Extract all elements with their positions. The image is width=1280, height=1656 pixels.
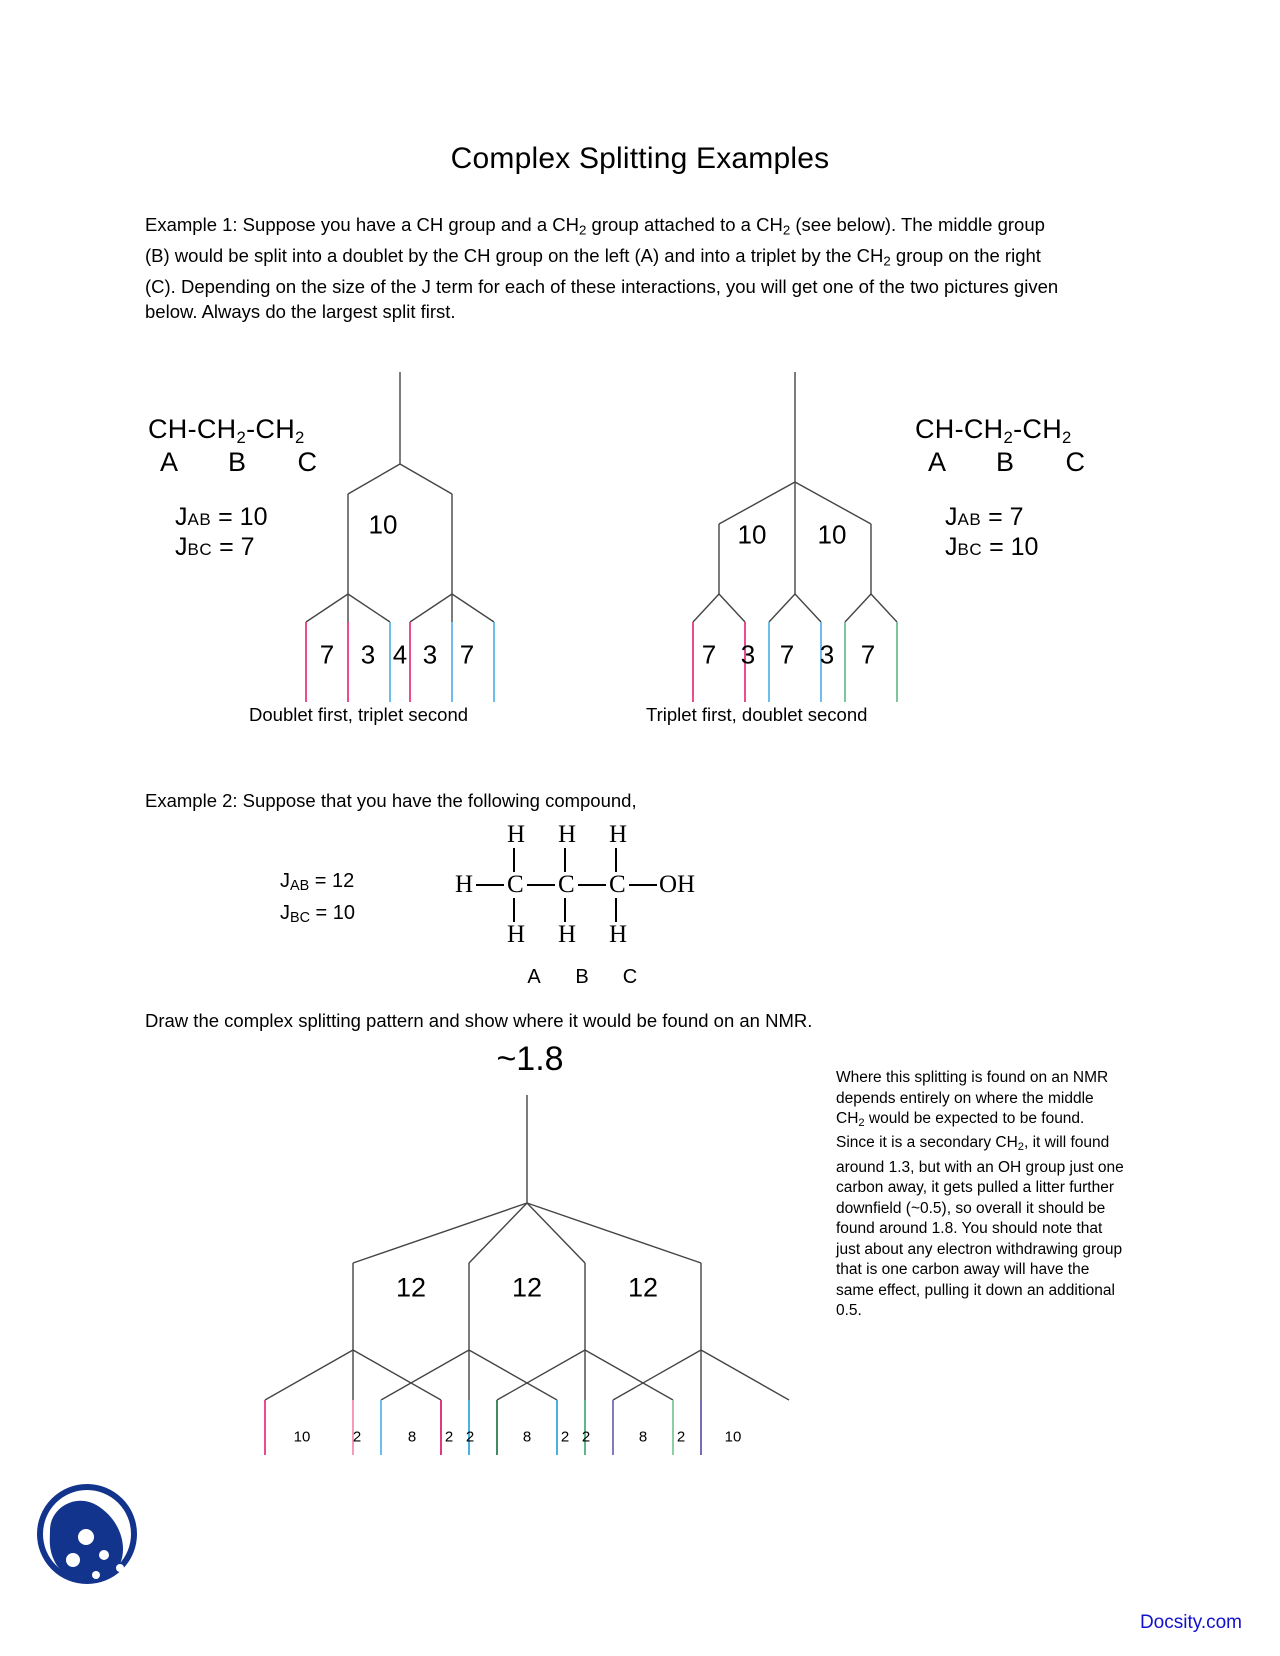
structure-abc-b: B: [575, 966, 589, 988]
bond-h-2: [578, 884, 606, 886]
bottom-tree-leaf-value-10: 10: [724, 1428, 742, 1446]
right-jbc-label: JBC = 10: [945, 533, 1039, 561]
structure-abc-a: A: [527, 966, 541, 988]
structure-bottom-h-0: H: [507, 921, 526, 948]
page-title: Complex Splitting Examples: [450, 142, 830, 175]
right-tree-second-split-value-2: 7: [779, 639, 795, 670]
right-tree-second-split-value-4: 7: [860, 639, 876, 670]
right-tree-first-split-value-1: 10: [817, 519, 847, 550]
bottom-tree-leaf-value-7: 2: [581, 1428, 591, 1446]
docsity-logo: [28, 1472, 146, 1590]
docsity-brand: Docsity.com: [1139, 1612, 1242, 1633]
structure-chain-4: OH: [659, 871, 696, 898]
draw-prompt: Draw the complex splitting pattern and show where it would be found on an NMR.: [145, 1010, 813, 1031]
structure-top-h-0: H: [507, 821, 526, 848]
right-abc-label: A B C: [928, 447, 1108, 477]
right-tree-first-split-value-0: 10: [737, 519, 767, 550]
left-tree-second-split-value-4: 7: [459, 639, 475, 670]
structure-chain-2: C: [558, 871, 575, 898]
bottom-tree-first-split-value-0: 12: [395, 1272, 427, 1303]
left-abc-label: A B C: [160, 447, 340, 477]
structure-abc-c: C: [622, 966, 638, 988]
left-jbc-label: JBC = 7: [175, 533, 255, 561]
bond-top-1: [564, 848, 566, 872]
compound-structure: [455, 820, 715, 950]
left-formula: $CH-CH_2-CH_2$: [148, 414, 305, 448]
left-tree-first-split-value-0: 10: [368, 509, 398, 540]
bond-h-1: [527, 884, 555, 886]
structure-top-h-1: H: [558, 821, 577, 848]
bottom-tree-leaf-value-2: 8: [407, 1428, 417, 1446]
left-tree-second-split-value-2: 4: [392, 639, 408, 670]
bottom-tree-first-split-value-2: 12: [627, 1272, 659, 1303]
bottom-tree-leaf-value-5: 8: [522, 1428, 532, 1446]
bottom-tree-leaf-value-3: 2: [444, 1428, 454, 1446]
bottom-tree-leaf-value-6: 2: [560, 1428, 570, 1446]
example2-jbc: JBC = 10: [280, 901, 356, 926]
left-tree-second-split-value-0: 7: [319, 639, 335, 670]
structure-top-h-2: H: [609, 821, 628, 848]
left-jab-label: JAB = 10: [175, 503, 268, 531]
nmr-explanation-text: Where this splitting is found on an NMR depends entirely on where the middle $CH_2$ would be expected to be found. Since it is a secondary $CH_2$, it will found around 1.3, but with an OH group just one carbon away, it gets pulled a litter further downfield (~0.5), so overall it should be found around 1.8. You should note that just about any electron withdrawing group that is one carbon away will have the same effect, pulling it down an additional 0.5.: [836, 1069, 1124, 1320]
example2-jab: JAB = 12: [280, 870, 355, 894]
example1-paragraph: Example 1: Suppose you have a CH group and a $CH_2$ group attached to a $CH_2$ (see below). The middle group (B) would be split into a doublet by the CH group on the left (A) and into a triplet by the $CH_2$ group on the right (C). Depending on the size of the J term for each of these interactions, you will get one of the two pictures given below. Always do the largest split first.: [145, 214, 1059, 323]
right-tree-caption: Triplet first, doublet second: [646, 704, 868, 725]
bond-h-0: [476, 884, 504, 886]
structure-chain-3: C: [609, 871, 626, 898]
bond-bottom-0: [513, 898, 515, 922]
bottom-tree-leaf-value-1: 2: [352, 1428, 362, 1446]
right-tree-second-split-value-1: 3: [740, 639, 756, 670]
chemical-shift-label: ~1.8: [496, 1040, 564, 1078]
bottom-tree-leaf-value-4: 2: [465, 1428, 475, 1446]
bottom-tree-leaf-value-8: 8: [638, 1428, 648, 1446]
right-tree-second-split-value-3: 3: [819, 639, 835, 670]
structure-abc-labels: [510, 966, 654, 989]
example2-j-values: [280, 868, 355, 932]
bond-top-0: [513, 848, 515, 872]
left-tree-second-split-value-3: 3: [422, 639, 438, 670]
structure-chain-1: C: [507, 871, 524, 898]
structure-bottom-h-1: H: [558, 921, 577, 948]
structure-bottom-h-2: H: [609, 921, 628, 948]
bottom-tree-leaf-value-0: 10: [293, 1428, 311, 1446]
left-tree-caption: Doublet first, triplet second: [249, 704, 469, 725]
bond-h-3: [629, 884, 657, 886]
right-tree-second-split-value-0: 7: [701, 639, 717, 670]
bond-bottom-1: [564, 898, 566, 922]
right-formula: $CH-CH_2-CH_2$: [915, 414, 1072, 448]
bottom-tree-first-split-value-1: 12: [511, 1272, 543, 1303]
bond-top-2: [615, 848, 617, 872]
bond-bottom-2: [615, 898, 617, 922]
structure-chain-0: H: [455, 871, 474, 898]
left-tree-second-split-value-1: 3: [360, 639, 376, 670]
right-jab-label: JAB = 7: [945, 503, 1024, 531]
example2-paragraph: Example 2: Suppose that you have the following compound,: [145, 790, 637, 811]
bottom-tree-leaf-value-9: 2: [676, 1428, 686, 1446]
